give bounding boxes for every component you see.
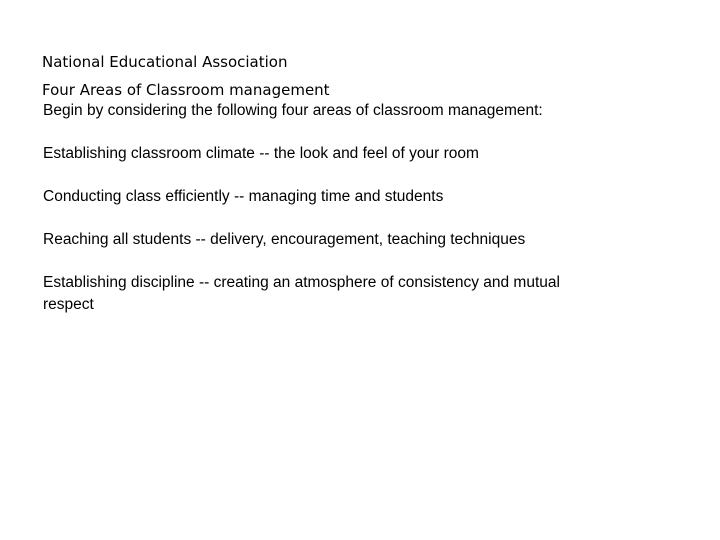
area-reaching-students: Reaching all students -- delivery, encouragement, teaching techniques bbox=[43, 231, 526, 248]
area-discipline: Establishing discipline -- creating an atmosphere of consistency and mutual respect bbox=[43, 274, 560, 313]
area-climate: Establishing classroom climate -- the look and feel of your room bbox=[43, 145, 479, 162]
slide-body bbox=[43, 100, 643, 337]
area-conducting-class: Conducting class efficiently -- managing time and students bbox=[43, 188, 444, 205]
slide-title: Four Areas of Classroom management bbox=[42, 81, 330, 99]
organization-name: National Educational Association bbox=[42, 53, 288, 71]
intro-paragraph: Begin by considering the following four areas of classroom management: bbox=[43, 102, 543, 119]
